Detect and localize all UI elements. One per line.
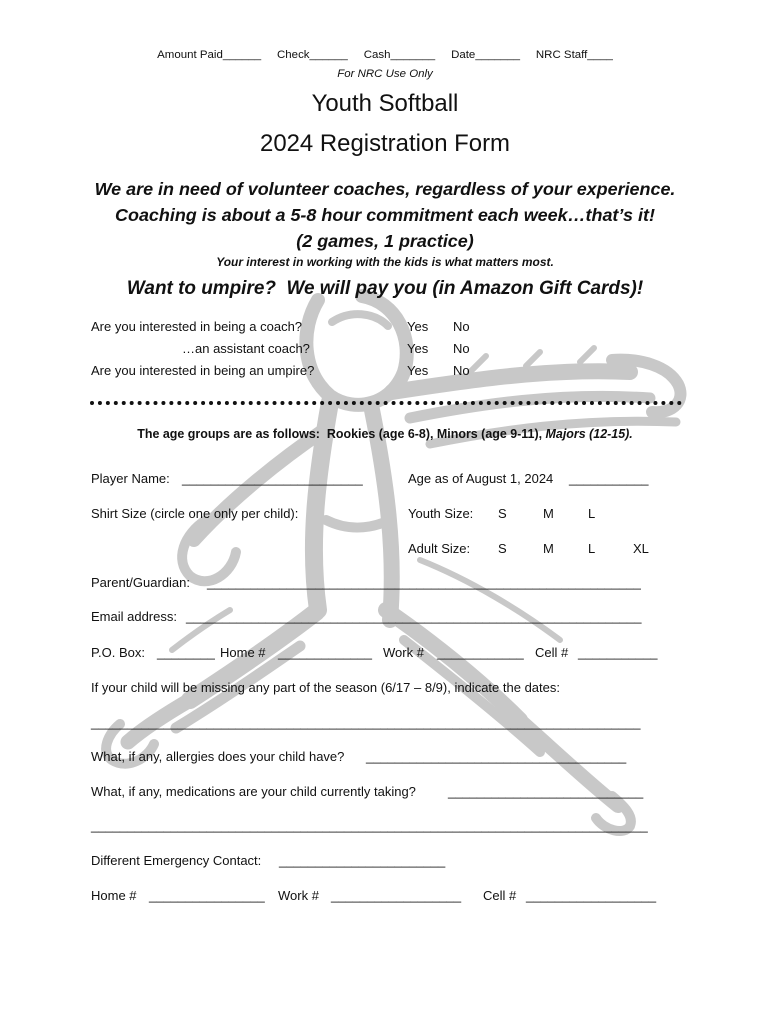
emergency-home-field[interactable]: ________________ <box>149 888 265 903</box>
medications-question: What, if any, medications are your child currently taking? <box>91 784 416 799</box>
dotted-divider <box>90 401 682 405</box>
emergency-home-label: Home # <box>91 888 137 903</box>
po-box-label: P.O. Box: <box>91 645 145 660</box>
emergency-work-field[interactable]: __________________ <box>331 888 462 903</box>
home-phone-field[interactable]: _____________ <box>278 645 372 660</box>
adult-size-label: Adult Size: <box>408 541 471 556</box>
adult-size-xl[interactable]: XL <box>633 541 649 556</box>
emergency-contact-field[interactable]: _______________________ <box>279 853 446 868</box>
email-label: Email address: <box>91 609 177 624</box>
umpire-no-option[interactable]: No <box>453 363 470 378</box>
assistant-coach-no-option[interactable]: No <box>453 341 470 356</box>
volunteer-line-2: Coaching is about a 5-8 hour commitment each week…that’s it! <box>115 205 655 225</box>
player-name-label: Player Name: <box>91 471 170 486</box>
volunteer-line-3: (2 games, 1 practice) <box>296 231 474 251</box>
missing-dates-question: If your child will be missing any part of the season (6/17 – 8/9), indicate the dates: <box>91 680 560 695</box>
admin-use-line: Amount Paid______ Check______ Cash_______ Date_______ NRC Staff____ <box>157 49 613 61</box>
cell-phone-label: Cell # <box>535 645 569 660</box>
age-label: Age as of August 1, 2024 <box>408 471 554 486</box>
player-name-field[interactable]: _________________________ <box>182 471 363 486</box>
assistant-coach-yes-option[interactable]: Yes <box>407 341 429 356</box>
coach-no-option[interactable]: No <box>453 319 470 334</box>
emergency-contact-label: Different Emergency Contact: <box>91 853 262 868</box>
form-subtitle: 2024 Registration Form <box>260 130 510 157</box>
youth-size-s[interactable]: S <box>498 506 507 521</box>
po-box-field[interactable]: ________ <box>157 645 215 660</box>
allergies-question: What, if any, allergies does your child have? <box>91 749 345 764</box>
coach-yes-option[interactable]: Yes <box>407 319 429 334</box>
medications-field[interactable]: ___________________________ <box>448 784 644 799</box>
youth-size-l[interactable]: L <box>588 506 596 521</box>
adult-size-m[interactable]: M <box>543 541 554 556</box>
allergies-field[interactable]: ____________________________________ <box>366 749 627 764</box>
umpire-question: Are you interested in being an umpire? <box>91 363 315 378</box>
cell-phone-field[interactable]: ___________ <box>578 645 658 660</box>
email-field[interactable]: _______________________________________________________________ <box>186 609 642 624</box>
adult-size-l[interactable]: L <box>588 541 596 556</box>
age-field[interactable]: ___________ <box>569 471 649 486</box>
work-phone-field[interactable]: ____________ <box>437 645 524 660</box>
age-groups-text: The age groups are as follows: Rookies (age 6-8), Minors (age 9-11), <box>137 427 546 441</box>
parent-guardian-field[interactable]: ____________________________________________________________ <box>207 575 641 590</box>
emergency-cell-field[interactable]: __________________ <box>526 888 657 903</box>
missing-dates-field[interactable]: ____________________________________________________________________________ <box>91 715 641 730</box>
work-phone-label: Work # <box>383 645 424 660</box>
home-phone-label: Home # <box>220 645 266 660</box>
coach-question: Are you interested in being a coach? <box>91 319 303 334</box>
age-groups-line <box>0 428 770 440</box>
emergency-work-label: Work # <box>278 888 319 903</box>
youth-size-m[interactable]: M <box>543 506 554 521</box>
adult-size-s[interactable]: S <box>498 541 507 556</box>
youth-size-label: Youth Size: <box>408 506 474 521</box>
shirt-size-label: Shirt Size (circle one only per child): <box>91 506 299 521</box>
parent-guardian-label: Parent/Guardian: <box>91 575 191 590</box>
interest-note: Your interest in working with the kids is what matters most. <box>216 255 554 269</box>
umpire-yes-option[interactable]: Yes <box>407 363 429 378</box>
admin-use-note: For NRC Use Only <box>337 68 433 80</box>
majors-age-group: Majors (12-15). <box>545 427 633 441</box>
form-title: Youth Softball <box>311 90 459 117</box>
medications-field-continued[interactable]: _____________________________________________________________________________ <box>91 818 648 833</box>
assistant-coach-question: …an assistant coach? <box>182 341 310 356</box>
volunteer-line-1: We are in need of volunteer coaches, regardless of your experience. <box>94 179 676 199</box>
emergency-cell-label: Cell # <box>483 888 517 903</box>
umpire-callout: Want to umpire? We will pay you (in Amazon Gift Cards)! <box>126 278 644 299</box>
